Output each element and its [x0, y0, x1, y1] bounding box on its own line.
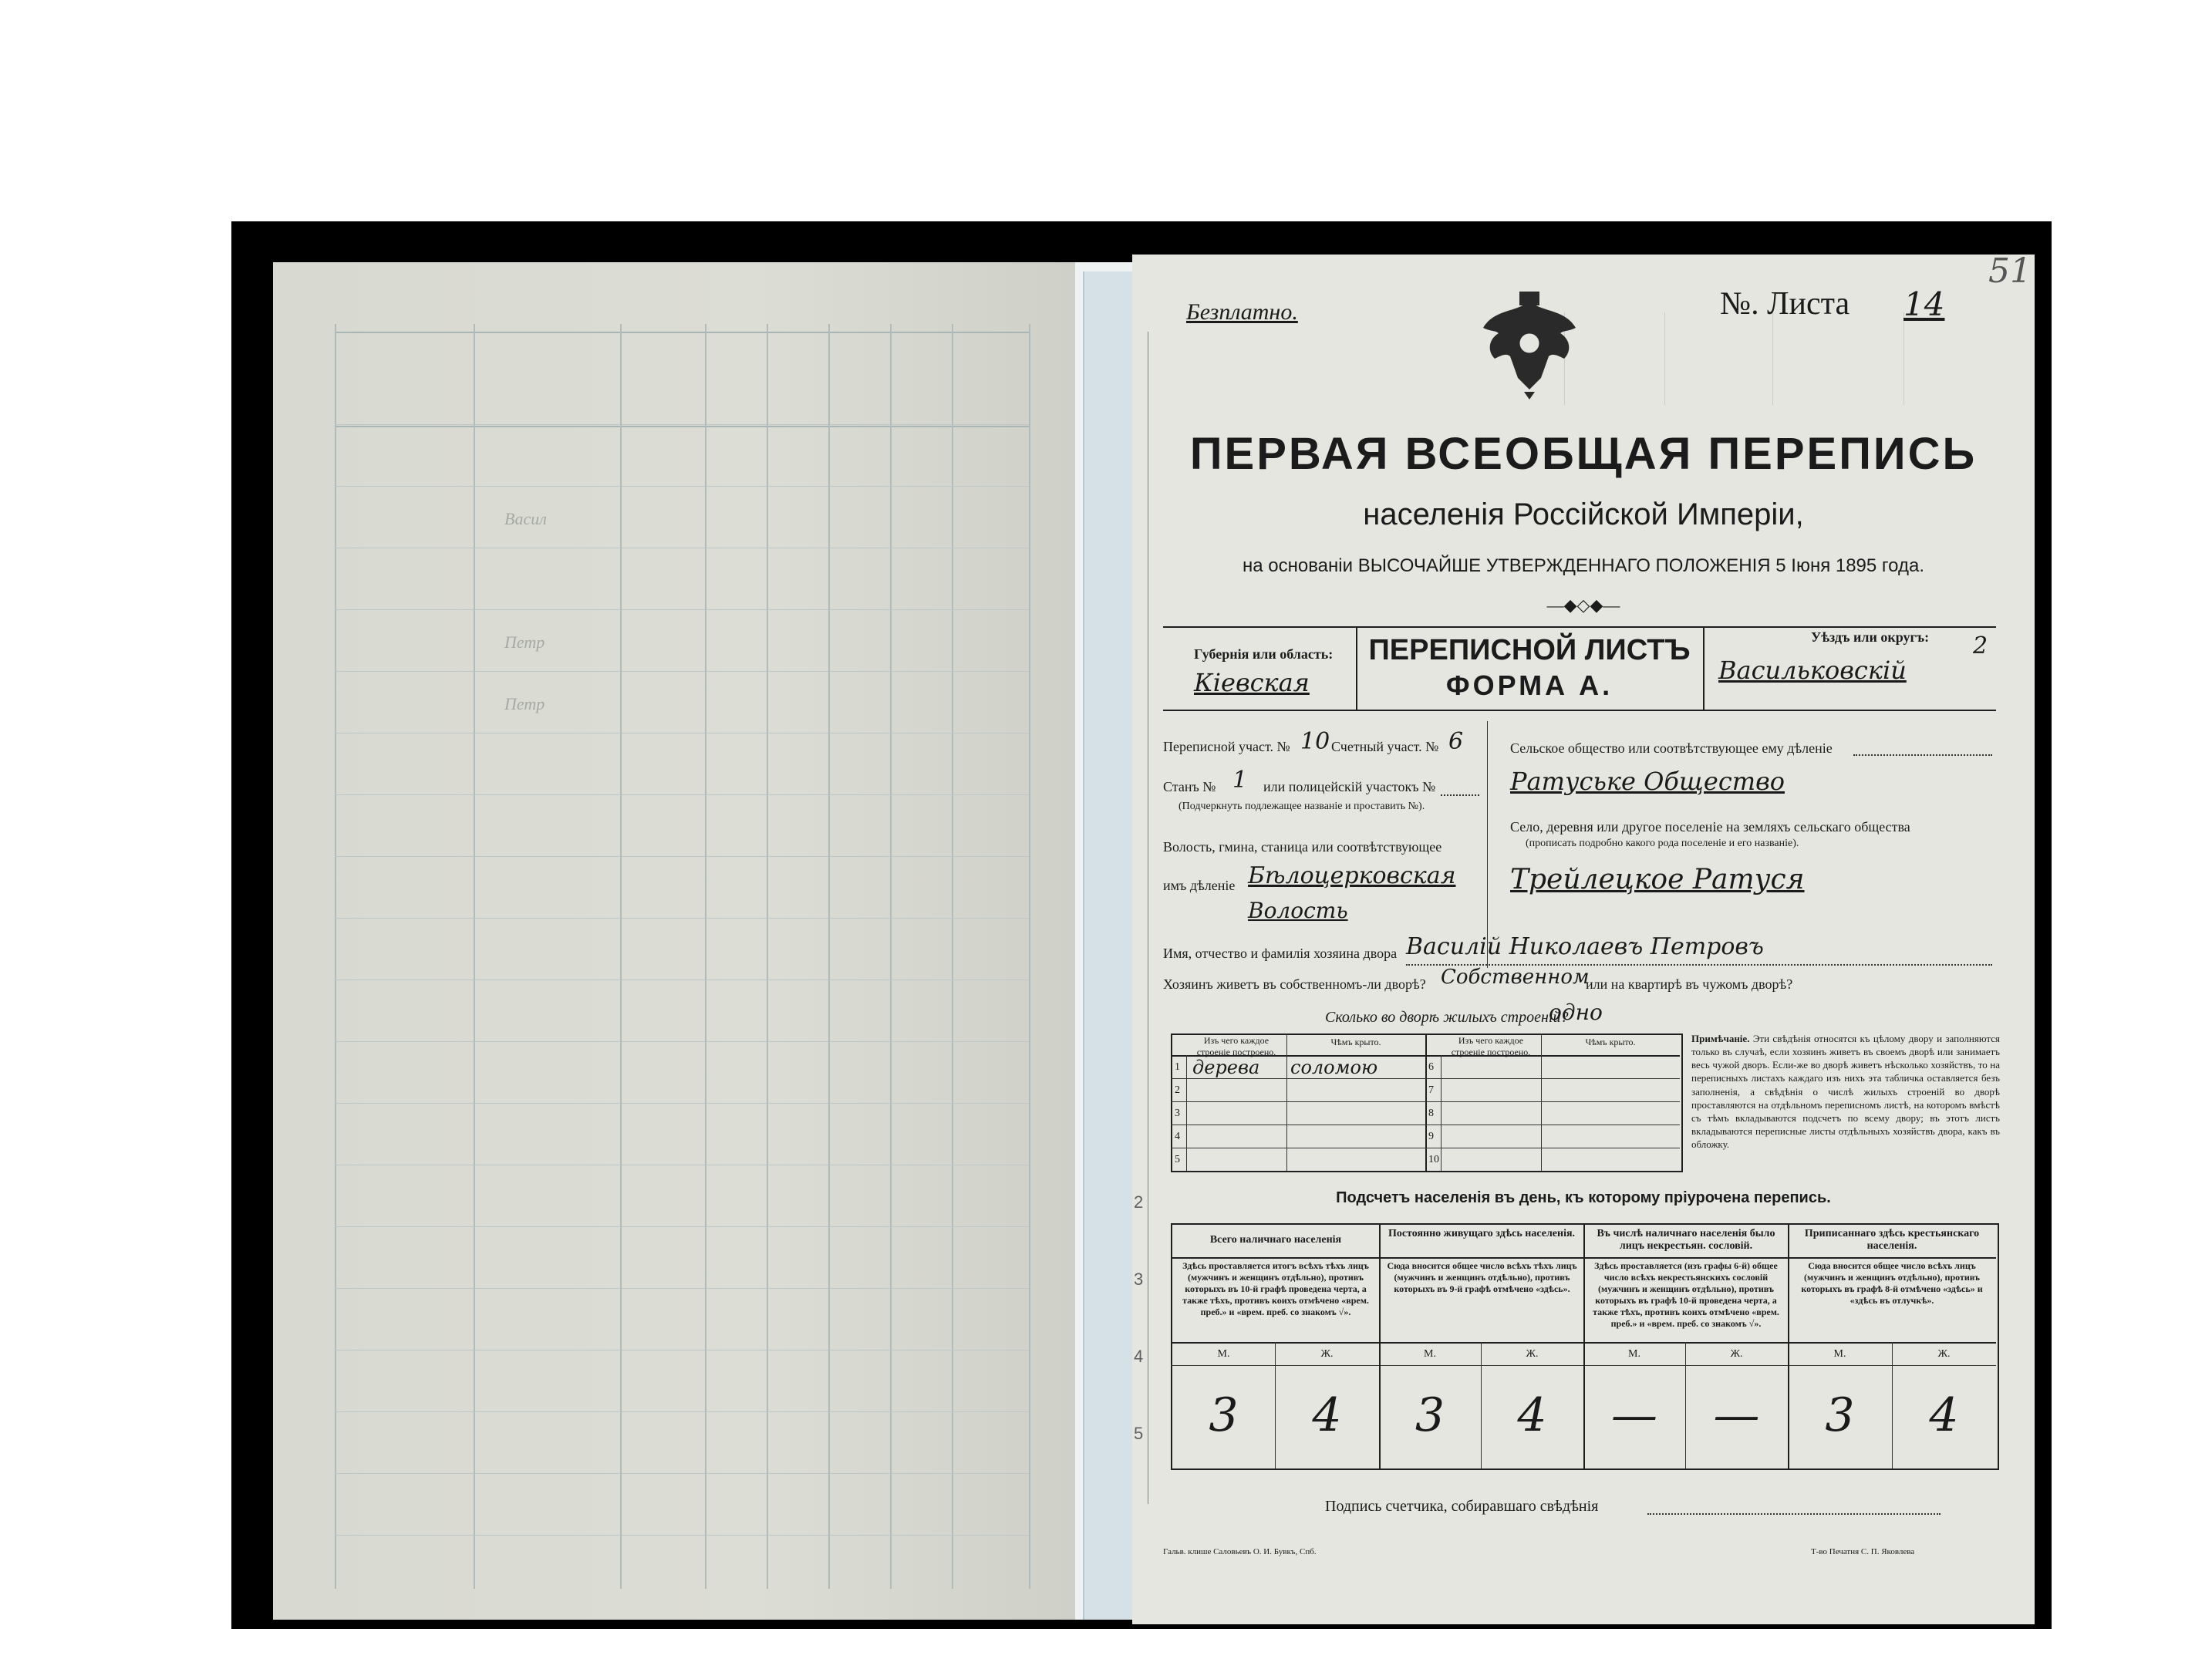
count-value-men: 3	[1415, 1388, 1445, 1442]
sex-label: Ж.	[1526, 1348, 1539, 1360]
table-row-number: 3	[1175, 1108, 1180, 1119]
sheet-number-value: 14	[1903, 285, 1945, 323]
ghost-row-line	[335, 424, 1029, 425]
count-description: Здѣсь проставляется (изъ графы 6-й) общее число всѣхъ некрестьянскихъ сословій (мужчинъ и женщинъ отдѣльно), противъ которыхъ въ графѣ 10-й проведена черта, а также тѣхъ, противъ коихъ отмѣчено «врем. преб.» и «врем. преб. со знакомъ √».	[1593, 1260, 1779, 1329]
table-header-material: Изъ чего каждое строеніе построено.	[1451, 1035, 1531, 1057]
table-row-number: 5	[1175, 1154, 1180, 1165]
ghost-handwriting: Петр	[504, 694, 545, 713]
ghost-column-line	[335, 324, 336, 1589]
count-title: Подсчетъ населенія въ день, къ которому пріурочена перепись.	[1336, 1189, 1831, 1206]
ghost-column-line	[705, 324, 706, 1589]
stan-label: Станъ №	[1163, 779, 1216, 794]
printer-right: Т-во Печатня С. П. Яковлева	[1811, 1547, 1915, 1556]
count-header: Въ числѣ наличнаго населенія было лицъ некрестьян. сословій.	[1597, 1228, 1775, 1252]
show-through-line	[1772, 312, 1773, 405]
coat-of-arms-icon	[1472, 285, 1587, 401]
right-page: 2 3 4 5 51 Безплатно. №. Листа 14 ПЕРВАЯ ВСЕОБЩАЯ ПЕРЕПИСЬ населенія Россійской Имперіи, на основаніи ВЫСОЧАЙШЕ УТВЕРЖДЕННАГО ПОЛОЖЕНІЯ 5 Іюня 1895 года. —◆◇◆— Губернія или область: Кіевская ПЕРЕПИСНОЙ ЛИСТЪ ФОРМА А. Уѣздъ или округъ: Васильковскій 2 Переписной участ. № 10 Счетный участ. № 6 Станъ № 1 или полицейскій участокъ № (Подчеркнуть подлежащее названіе и проставить №). Волость, гмина, станица или соотвѣтствующее имъ дѣленіе Бѣлоцерковская Волость Сельское общество или соотвѣтствующее ему дѣленіе Ратуське Общество Село, деревня или другое поселеніе на земляхъ сельскаго общества (прописать подробно какого рода поселеніе и его названіе). Трейлецкое Ратуся Имя, отчество и фамилія хозяина двора Василій Николаевъ Петровъ Хозяинъ живетъ въ собственномъ-ли дворѣ? Собственном или на квартирѣ въ чужомъ дворѣ? Сколько во дворѣ жилыхъ строеній? одно Изъ чего каждое строеніе построено. Чѣмъ крыто. Изъ чего каждое строеніе построено. Чѣмъ крыто. 1 дерева соломою 2 3 4 5 6 7 8 9 10 Примѣчаніе. Эти свѣдѣнія относятся къ цѣлому двору и заполняются только въ случаѣ, если хозяинъ живетъ въ своемъ дворѣ или занимаетъ весь чужой дворъ. Если-же во дворѣ живетъ нѣсколько хозяйствъ, то на переписныхъ листахъ каждаго изъ нихъ эта табличка оставляется безъ заполненія, а свѣдѣнія о числѣ жилыхъ строеній во дворѣ проставляются на отдѣльномъ переписномъ листѣ, на которомъ вмѣстѣ съ тѣмъ вкладываются подсчетъ по всему двору; въ этотъ листъ вкладываются переписные листы отдѣльныхъ хозяйствъ двора, какъ въ обложку. Подсчетъ населенія въ день, къ которому пріурочена перепись. Всего наличнаго населенія Постоянно живущаго здѣсь населенія. Въ числѣ наличнаго населенія было лицъ некрестьян. сословій. Приписаннаго здѣсь крестьянскаго населенія. Здѣсь проставляется итогъ всѣхъ тѣхъ лицъ (мужчинъ и женщинъ отдѣльно), противъ которыхъ въ 10-й графѣ проведена черта, а также тѣхъ, противъ коихъ отмѣчено «врем. преб.» и «врем. преб. со знакомъ √». Сюда вносится общее число всѣхъ тѣхъ лицъ (мужчинъ и женщинъ отдѣльно), противъ которыхъ въ 9-й графѣ отмѣчено «здѣсь». Здѣсь проставляется (изъ графы 6-й) общее число всѣхъ некрестьянскихъ сословій (мужчинъ и женщинъ отдѣльно), противъ которыхъ въ графѣ 10-й проведена черта, а также тѣхъ, противъ коихъ отмѣчено «врем. преб.» и «врем. преб. со знакомъ √». Сюда вносится общее число всѣхъ лицъ (мужчинъ и женщинъ отдѣльно), противъ которыхъ въ графѣ 8-й отмѣчено «здѣсь» и «здѣсь въ отлучкѣ». М. Ж. М. Ж. М. Ж. М. Ж. 3 4 3 4 — — 3 4 Подпись счетчика, собиравшаго свѣдѣнія Гальв. клише Саловьевъ О. И. Бувкъ, Спб. Т-во Печатня С. П. Яковлева	[1132, 255, 2035, 1624]
volost-label-2: имъ дѣленіе	[1163, 878, 1236, 893]
village-note: (прописать подробно какого рода поселеніе и его названіе).	[1526, 838, 1799, 849]
district-mark: 2	[1973, 632, 1988, 659]
ghost-row-line	[335, 794, 1029, 795]
table-row-number: 2	[1175, 1084, 1180, 1096]
page-title: ПЕРВАЯ ВСЕОБЩАЯ ПЕРЕПИСЬ	[1189, 429, 1978, 479]
volost-value: Бѣлоцерковская	[1248, 862, 1456, 889]
sex-label: Ж.	[1730, 1348, 1743, 1360]
count-header: Приписаннаго здѣсь крестьянскаго населенія.	[1804, 1228, 1980, 1252]
ghost-column-line	[620, 324, 622, 1589]
count-header: Всего наличнаго населенія	[1209, 1234, 1342, 1246]
village-label: Село, деревня или другое поселеніе на земляхъ сельскаго общества	[1510, 819, 1910, 835]
owner-label: Имя, отчество и фамилія хозяина двора	[1163, 946, 1398, 961]
count-header: Постоянно живущаго здѣсь населенія.	[1388, 1228, 1576, 1239]
ghost-handwriting: Васил	[504, 509, 547, 528]
note-block	[1691, 1032, 2000, 1151]
ghost-column-line	[474, 324, 475, 1589]
ghost-column-line	[828, 324, 830, 1589]
signature-label: Подпись счетчика, собиравшаго свѣдѣнія	[1325, 1498, 1599, 1515]
count-description: Здѣсь проставляется итогъ всѣхъ тѣхъ лицъ (мужчинъ и женщинъ отдѣльно), противъ которыхъ въ 10-й графѣ проведена черта, а также тѣхъ, противъ коихъ отмѣчено «врем. преб.» и «врем. преб. со знакомъ √».	[1182, 1260, 1369, 1317]
police-label: или полицейскій участокъ №	[1263, 779, 1436, 794]
ghost-column-line	[767, 324, 768, 1589]
note-text: Эти свѣдѣнія относятся къ цѣлому двору и заполняются только въ случаѣ, если хозяинъ живетъ въ своемъ дворѣ или занимаетъ весь чужой дворъ. Если-же во дворѣ живетъ нѣсколько хозяйствъ, то на переписныхъ листахъ каждаго изъ нихъ эта табличка оставляется безъ заполненія, а свѣдѣнія о числѣ жилыхъ строеній во дворѣ проставляются на отдѣльномъ переписномъ листѣ, на которомъ вмѣстѣ съ тѣмъ вкладываются подсчетъ по всему двору; въ этотъ листъ вкладываются переписные листы отдѣльныхъ хозяйствъ двора, какъ въ обложку.	[1691, 1033, 2000, 1151]
note-title: Примѣчаніе.	[1691, 1033, 1750, 1044]
sex-label: Ж.	[1320, 1348, 1334, 1360]
province-value: Кіевская	[1194, 668, 1310, 697]
count-value-women: 4	[1517, 1388, 1547, 1442]
sheet-number-label: №. Листа	[1720, 286, 1850, 322]
society-label: Сельское общество или соотвѣтствующее ему дѣленіе	[1510, 740, 1833, 756]
ghost-column-line	[890, 324, 892, 1589]
ghost-row-line	[335, 918, 1029, 919]
count-description: Сюда вносится общее число всѣхъ тѣхъ лицъ (мужчинъ и женщинъ отдѣльно), противъ которыхъ въ 9-й графѣ отмѣчено «здѣсь».	[1387, 1260, 1577, 1294]
corner-note: 51	[1988, 255, 2032, 291]
count-section-label: Счетный участ. №	[1331, 739, 1439, 754]
count-value-men: 3	[1825, 1388, 1855, 1442]
table-row-number: 8	[1428, 1108, 1434, 1119]
count-section-value: 6	[1448, 728, 1464, 755]
table-row-number: 10	[1428, 1154, 1439, 1165]
table-row-number: 1	[1175, 1061, 1180, 1073]
ghost-row-line	[335, 609, 1029, 610]
stan-value: 1	[1232, 767, 1248, 794]
census-section-value: 10	[1300, 728, 1330, 755]
volost-value-2: Волость	[1248, 898, 1348, 923]
table-row-number: 6	[1428, 1061, 1434, 1073]
table-row-number: 4	[1175, 1131, 1180, 1142]
ghost-row-line	[335, 1103, 1029, 1104]
district-label: Уѣздъ или округъ:	[1811, 629, 1930, 645]
sex-label: М.	[1833, 1348, 1846, 1360]
count-value-men: 3	[1209, 1388, 1239, 1442]
ornament-divider: —◆◇◆—	[1546, 595, 1620, 615]
table-header-material: Изъ чего каждое строеніе построено.	[1196, 1035, 1276, 1057]
table-cell-material: дерева	[1192, 1057, 1260, 1078]
district-value: Васильковскій	[1718, 656, 1907, 685]
sex-label: М.	[1424, 1348, 1436, 1360]
ghost-row-line	[335, 1226, 1029, 1227]
table-row-number: 7	[1428, 1084, 1434, 1096]
society-value: Ратуське Общество	[1510, 767, 1785, 796]
buildings-value: одно	[1549, 1000, 1603, 1025]
show-through-line	[1664, 312, 1665, 405]
volost-label: Волость, гмина, станица или соотвѣтствующее	[1163, 839, 1442, 855]
ghost-row-line	[335, 1288, 1029, 1289]
legal-basis: на основаніи ВЫСОЧАЙШЕ УТВЕРЖДЕННАГО ПОЛОЖЕНІЯ 5 Іюня 1895 года.	[1242, 555, 1924, 576]
census-section-label: Переписной участ. №	[1163, 739, 1290, 754]
form-title: ПЕРЕПИСНОЙ ЛИСТЪ	[1368, 634, 1691, 666]
printer-left: Гальв. клише Саловьевъ О. И. Бувкъ, Спб.	[1163, 1547, 1317, 1556]
count-value-women: —	[1713, 1388, 1760, 1442]
ghost-row-line	[335, 671, 1029, 672]
owner-value: Василій Николаевъ Петровъ	[1406, 933, 1764, 960]
form-type: ФОРМА А.	[1445, 669, 1613, 701]
underline-note: (Подчеркнуть подлежащее названіе и проставить №).	[1178, 801, 1425, 812]
sex-label: Ж.	[1937, 1348, 1951, 1360]
province-label: Губернія или область:	[1194, 646, 1334, 662]
count-value-women: 4	[1929, 1388, 1959, 1442]
ghost-column-line	[952, 324, 953, 1589]
free-label: Безплатно.	[1186, 299, 1298, 325]
table-header-roof: Чѣмъ крыто.	[1330, 1037, 1381, 1047]
table-header-roof: Чѣмъ крыто.	[1585, 1037, 1636, 1047]
count-value-women: 4	[1312, 1388, 1342, 1442]
village-value: Трейлецкое Ратуся	[1510, 864, 1805, 895]
table-cell-roof: соломою	[1290, 1057, 1378, 1078]
sex-label: М.	[1217, 1348, 1230, 1360]
count-description: Сюда вносится общее число всѣхъ лицъ (мужчинъ и женщинъ отдѣльно), противъ которыхъ въ графѣ 8-й отмѣчено «здѣсь» и «здѣсь въ отлучкѣ».	[1801, 1260, 1983, 1306]
ghost-handwriting: Петр	[504, 632, 545, 652]
left-page-ghost-header	[335, 332, 1029, 427]
ghost-row-line	[335, 1473, 1029, 1474]
page-subtitle: населенія Россійской Имперіи,	[1363, 497, 1804, 531]
ghost-column-line	[1029, 324, 1030, 1589]
count-value-men: —	[1611, 1388, 1657, 1442]
ghost-row-line	[335, 1411, 1029, 1412]
show-through-line	[1903, 312, 1904, 405]
lives-value: Собственном	[1441, 966, 1590, 989]
ghost-row-line	[335, 856, 1029, 857]
lives-label-2: или на квартирѣ въ чужомъ дворѣ?	[1586, 976, 1793, 992]
buildings-label: Сколько во дворѣ жилыхъ строеній?	[1325, 1009, 1569, 1026]
ghost-row-line	[335, 1535, 1029, 1536]
left-page	[273, 262, 1075, 1620]
ghost-row-line	[335, 1041, 1029, 1042]
lives-label: Хозяинъ живетъ въ собственномъ-ли дворѣ?	[1163, 976, 1426, 992]
table-row-number: 9	[1428, 1131, 1434, 1142]
ghost-row-line	[335, 486, 1029, 487]
sex-label: М.	[1628, 1348, 1640, 1360]
